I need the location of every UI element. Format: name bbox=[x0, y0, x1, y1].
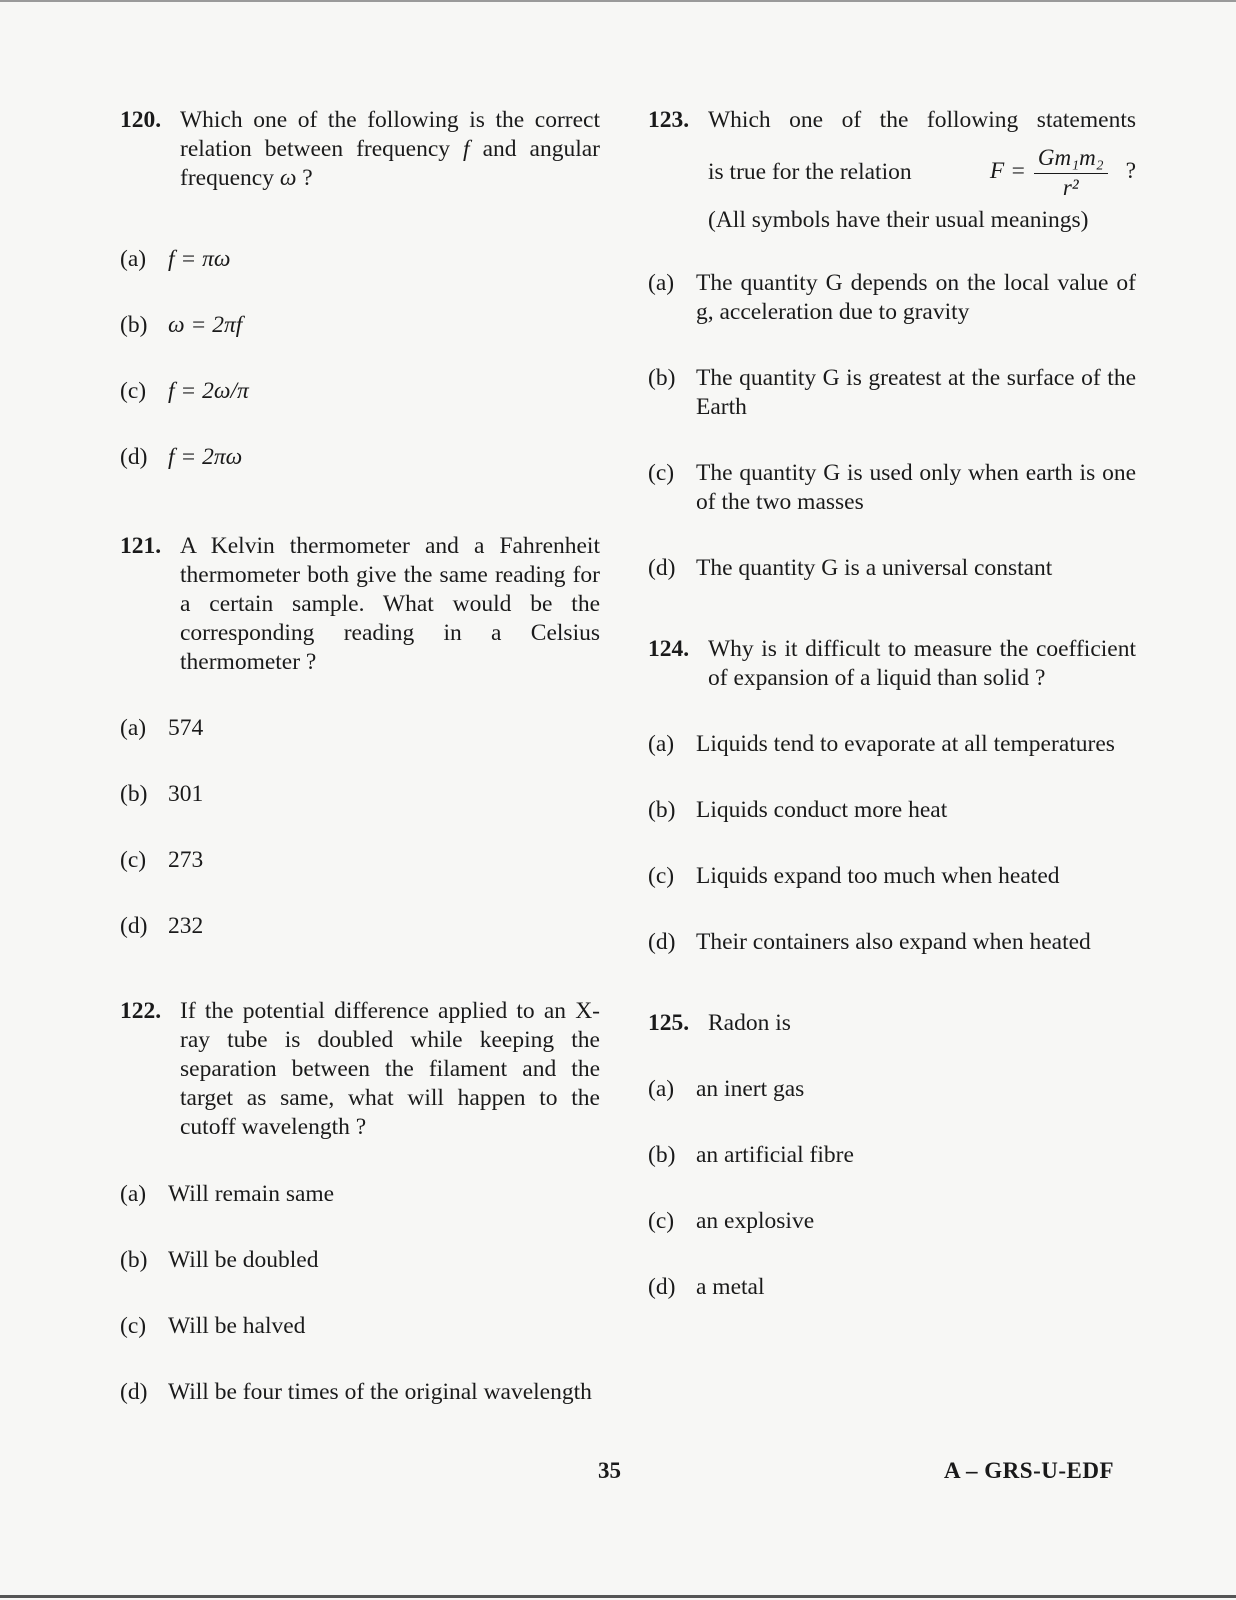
option-124-d[interactable]: (d) Their containers also expand when heated bbox=[648, 929, 1091, 955]
page-number: 35 bbox=[598, 1458, 621, 1483]
question-123 bbox=[648, 106, 1136, 235]
relation-line: is true for the relation F = $\frac{\text{Gm₁m₂}}{\text{r²}}$ ? bbox=[708, 145, 1136, 200]
option-125-a[interactable]: (a) an inert gas bbox=[648, 1076, 805, 1102]
question-note: (All symbols have their usual meanings) bbox=[708, 207, 1089, 233]
option-121-c[interactable]: (c) 273 bbox=[120, 847, 204, 873]
right-column bbox=[648, 106, 1136, 1302]
option-125-d[interactable]: (d) a metal bbox=[648, 1274, 765, 1300]
option-121-a[interactable]: (a) 574 bbox=[120, 715, 204, 741]
option-125-b[interactable]: (b) an artificial fibre bbox=[648, 1142, 854, 1168]
option-123-b[interactable]: (b) The quantity G is greatest at the surface of the Earth bbox=[648, 365, 1136, 420]
gravitation-formula: F = $\frac{\text{Gm₁m₂}}{\text{r²}}$ ? bbox=[989, 145, 1136, 200]
question-number: 123. bbox=[648, 107, 690, 133]
bottom-border bbox=[0, 1595, 1236, 1598]
left-column bbox=[120, 106, 600, 1407]
question-number: 125. bbox=[648, 1010, 690, 1036]
option-125-c[interactable]: (c) an explosive bbox=[648, 1208, 815, 1234]
option-122-b[interactable]: (b) Will be doubled bbox=[120, 1247, 319, 1273]
question-125 bbox=[648, 1009, 1136, 1038]
question-text: Why is it difficult to measure the coefficient of expansion of a liquid than solid ? bbox=[708, 636, 1136, 691]
option-124-c[interactable]: (c) Liquids expand too much when heated bbox=[648, 863, 1060, 889]
option-122-c[interactable]: (c) Will be halved bbox=[120, 1313, 306, 1339]
formula-denominator: r² bbox=[1062, 175, 1079, 200]
question-text: A Kelvin thermometer and a Fahrenheit thermometer both give the same reading for a certain sample. What would be the corresponding reading in a Celsius thermometer ? bbox=[180, 533, 600, 675]
question-122 bbox=[120, 997, 600, 1142]
question-number: 120. bbox=[120, 107, 162, 133]
option-122-a[interactable]: (a) Will remain same bbox=[120, 1181, 335, 1207]
top-border bbox=[0, 0, 1236, 2]
question-124 bbox=[648, 635, 1136, 693]
question-text: Radon is bbox=[708, 1010, 791, 1036]
booklet-code: A – GRS-U-EDF bbox=[943, 1458, 1114, 1483]
option-121-d[interactable]: (d) 232 bbox=[120, 913, 204, 939]
question-text: If the potential difference applied to an X-ray tube is doubled while keeping the separation between the filament and the target as same, what will happen to the cutoff wavelength ? bbox=[180, 998, 600, 1140]
formula-fraction bbox=[1034, 143, 1108, 202]
option-120-b[interactable]: (b) ω = 2πf bbox=[120, 312, 243, 338]
option-123-a[interactable]: (a) The quantity G depends on the local value of g, acceleration due to gravity bbox=[648, 270, 1136, 325]
formula-numerator: Gm₁m₂ bbox=[1034, 143, 1108, 174]
question-text: Which one of the following is the correct relation between frequency f and angular frequency ω ? bbox=[180, 107, 600, 191]
option-120-d[interactable]: (d) f = 2πω bbox=[120, 444, 243, 470]
question-number: 121. bbox=[120, 533, 162, 559]
option-124-b[interactable]: (b) Liquids conduct more heat bbox=[648, 797, 948, 823]
option-123-d[interactable]: (d) The quantity G is a universal constant bbox=[648, 555, 1053, 581]
option-120-c[interactable]: (c) f = 2ω/π bbox=[120, 378, 249, 404]
question-text: Which one of the following statements bbox=[708, 107, 1136, 133]
question-number: 122. bbox=[120, 998, 162, 1024]
option-124-a[interactable]: (a) Liquids tend to evaporate at all temperatures bbox=[648, 731, 1115, 757]
option-121-b[interactable]: (b) 301 bbox=[120, 781, 204, 807]
option-122-d[interactable]: (d) Will be four times of the original wavelength bbox=[120, 1379, 592, 1405]
option-123-c[interactable]: (c) The quantity G is used only when earth is one of the two masses bbox=[648, 460, 1136, 515]
question-number: 124. bbox=[648, 636, 690, 662]
question-120 bbox=[120, 106, 600, 193]
option-120-a[interactable]: (a) f = πω bbox=[120, 246, 231, 272]
question-121 bbox=[120, 532, 600, 677]
